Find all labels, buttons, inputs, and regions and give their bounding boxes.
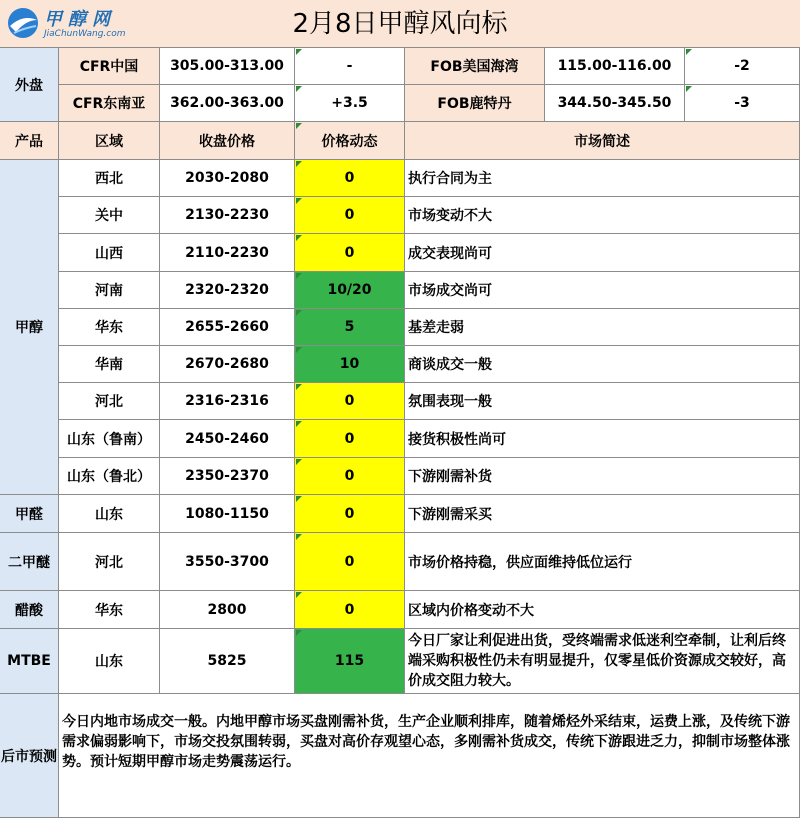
- row-price: 2316-2316: [160, 383, 295, 420]
- row-desc: 市场价格持稳，供应面维持低位运行: [405, 533, 800, 591]
- row-desc: 基差走弱: [405, 309, 800, 346]
- row-price: 3550-3700: [160, 533, 295, 591]
- row-region: 关中: [59, 197, 160, 234]
- forecast-text: 今日内地市场成交一般。内地甲醇市场买盘刚需补货，生产企业顺利排库，随着烯烃外采结束，运费上涨，及传统下游需求偏弱影响下，市场交投氛围转弱，买盘对高价存观望心态，多刚需补货成交，传统下游跟进乏力，抑制市场整体涨势。预计短期甲醇市场走势震荡运行。: [59, 694, 800, 818]
- external-market: CFR东南亚: [59, 85, 160, 122]
- row-change: 0: [295, 383, 405, 420]
- row-price: 2320-2320: [160, 272, 295, 309]
- row-desc: 市场变动不大: [405, 197, 800, 234]
- row-change: 0: [295, 234, 405, 272]
- row-desc: 下游刚需补货: [405, 458, 800, 495]
- external-price-2: 344.50-345.50: [545, 85, 685, 122]
- row-price: 2655-2660: [160, 309, 295, 346]
- row-region: 山东（鲁南）: [59, 420, 160, 458]
- row-desc: 下游刚需采买: [405, 495, 800, 533]
- header-region: 区域: [59, 122, 160, 160]
- row-region: 华南: [59, 346, 160, 383]
- product-label: 醋酸: [0, 591, 59, 629]
- logo-text-en: JiaChunWang.com: [44, 29, 126, 39]
- cell-marker-icon: [296, 630, 302, 636]
- row-price: 1080-1150: [160, 495, 295, 533]
- row-price: 2030-2080: [160, 160, 295, 197]
- external-market: CFR中国: [59, 48, 160, 85]
- row-desc: 商谈成交一般: [405, 346, 800, 383]
- cell-marker-icon: [296, 496, 302, 502]
- cell-marker-icon: [296, 421, 302, 427]
- row-desc: 区域内价格变动不大: [405, 591, 800, 629]
- cell-marker-icon: [296, 123, 302, 129]
- row-change: 0: [295, 420, 405, 458]
- title-bar: [0, 0, 800, 48]
- row-desc: 接货积极性尚可: [405, 420, 800, 458]
- row-region: 华东: [59, 591, 160, 629]
- cell-marker-icon: [296, 384, 302, 390]
- row-region: 山东（鲁北）: [59, 458, 160, 495]
- row-change: 0: [295, 197, 405, 234]
- row-change: 10/20: [295, 272, 405, 309]
- logo: [6, 4, 126, 44]
- row-change: 0: [295, 591, 405, 629]
- cell-marker-icon: [296, 273, 302, 279]
- cell-marker-icon: [296, 198, 302, 204]
- cell-marker-icon: [296, 459, 302, 465]
- cell-marker-icon: [296, 161, 302, 167]
- row-region: 河南: [59, 272, 160, 309]
- row-region: 河北: [59, 533, 160, 591]
- row-region: 山东: [59, 495, 160, 533]
- external-change: +3.5: [295, 85, 405, 122]
- external-price-2: 115.00-116.00: [545, 48, 685, 85]
- external-market-2: FOB鹿特丹: [405, 85, 545, 122]
- external-change-2: -2: [685, 48, 800, 85]
- external-label: 外盘: [0, 48, 59, 122]
- product-label: 二甲醚: [0, 533, 59, 591]
- cell-marker-icon: [296, 235, 302, 241]
- header-price: 收盘价格: [160, 122, 295, 160]
- external-change-2: -3: [685, 85, 800, 122]
- logo-text-cn: 甲醇网: [44, 9, 116, 30]
- page-title: 2月8日甲醇风向标: [292, 9, 508, 39]
- row-region: 山东: [59, 629, 160, 694]
- forecast-label: 后市预测: [0, 694, 59, 818]
- row-price: 2670-2680: [160, 346, 295, 383]
- header-product: 产品: [0, 122, 59, 160]
- cell-marker-icon: [296, 310, 302, 316]
- row-change: 0: [295, 160, 405, 197]
- external-market-2: FOB美国海湾: [405, 48, 545, 85]
- row-change: 0: [295, 533, 405, 591]
- row-desc: 今日厂家让利促进出货，受终端需求低迷利空牵制，让利后终端采购积极性仍未有明显提升，仅零星低价资源成交较好，高价成交阻力较大。: [405, 629, 800, 694]
- row-change: 115: [295, 629, 405, 694]
- logo-globe-icon: [6, 6, 40, 40]
- cell-marker-icon: [296, 49, 302, 55]
- row-price: 2450-2460: [160, 420, 295, 458]
- header-change: 价格动态: [295, 122, 405, 160]
- cell-marker-icon: [296, 86, 302, 92]
- product-label: 甲醇: [0, 160, 59, 495]
- row-price: 2110-2230: [160, 234, 295, 272]
- row-change: 0: [295, 495, 405, 533]
- external-price: 305.00-313.00: [160, 48, 295, 85]
- row-change: 10: [295, 346, 405, 383]
- product-label: 甲醛: [0, 495, 59, 533]
- external-change: -: [295, 48, 405, 85]
- row-desc: 成交表现尚可: [405, 234, 800, 272]
- row-change: 5: [295, 309, 405, 346]
- row-region: 河北: [59, 383, 160, 420]
- cell-marker-icon: [296, 347, 302, 353]
- row-price: 2130-2230: [160, 197, 295, 234]
- external-price: 362.00-363.00: [160, 85, 295, 122]
- cell-marker-icon: [296, 592, 302, 598]
- row-desc: 执行合同为主: [405, 160, 800, 197]
- row-region: 山西: [59, 234, 160, 272]
- row-desc: 市场成交尚可: [405, 272, 800, 309]
- row-change: 0: [295, 458, 405, 495]
- row-region: 西北: [59, 160, 160, 197]
- row-price: 2350-2370: [160, 458, 295, 495]
- row-price: 2800: [160, 591, 295, 629]
- cell-marker-icon: [686, 86, 692, 92]
- cell-marker-icon: [686, 49, 692, 55]
- row-price: 5825: [160, 629, 295, 694]
- row-desc: 氛围表现一般: [405, 383, 800, 420]
- cell-marker-icon: [296, 534, 302, 540]
- header-desc: 市场简述: [405, 122, 800, 160]
- row-region: 华东: [59, 309, 160, 346]
- product-label: MTBE: [0, 629, 59, 694]
